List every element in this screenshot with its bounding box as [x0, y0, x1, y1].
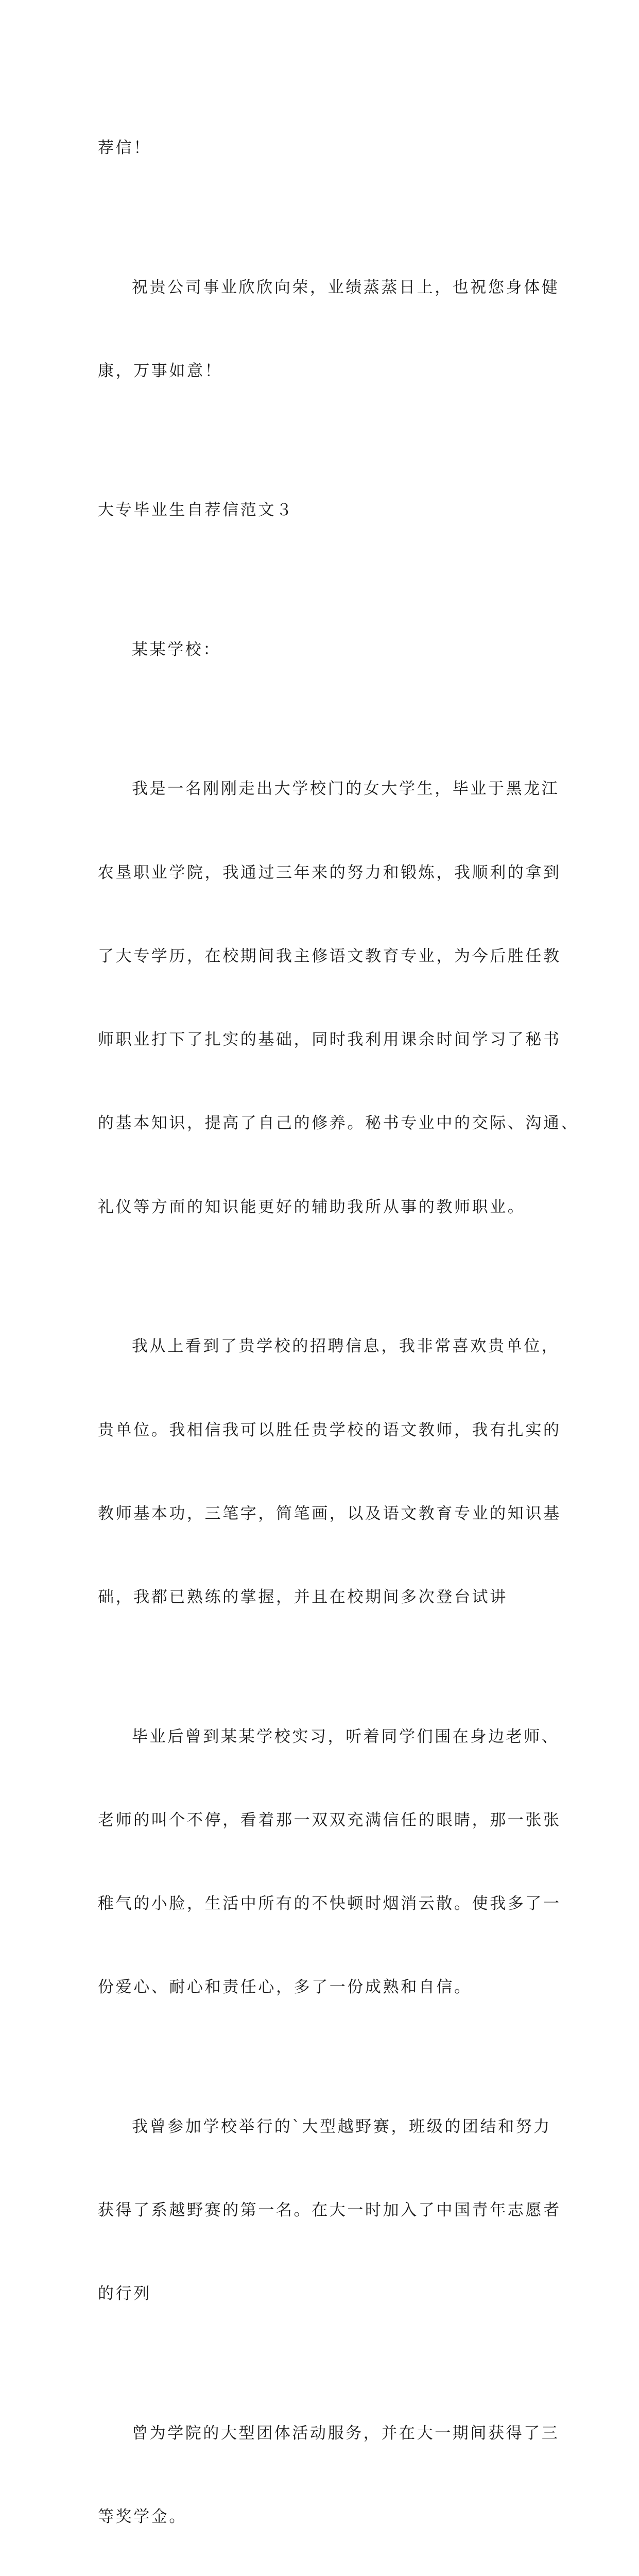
- text-line: 的行列: [98, 2284, 151, 2303]
- text-line: 我曾参加学校举行的`大型越野赛，班级的团结和努力: [132, 2117, 551, 2136]
- paragraph: [98, 78, 541, 217]
- text-line: 礼仪等方面的知识能更好的辅助我所从事的教师职业。: [98, 1197, 526, 1216]
- document-body: [98, 78, 579, 2576]
- salutation: [98, 580, 541, 719]
- text-line: 了大专学历，在校期间我主修语文教育专业，为今后胜任教: [98, 946, 561, 965]
- heading-line: 大专毕业生自荐信范文３: [98, 501, 294, 520]
- text-line: 份爱心、耐心和责任心，多了一份成熟和自信。: [98, 1978, 472, 1997]
- text-line: 获得了系越野赛的第一名。在大一时加入了中国青年志愿者: [98, 2201, 561, 2220]
- text-line: 教师基本功，三笔字，简笔画，以及语文教育专业的知识基: [98, 1504, 561, 1523]
- paragraph: [98, 1277, 561, 1667]
- text-line: 农垦职业学院，我通过三年来的努力和锻炼，我顺利的拿到: [98, 863, 561, 882]
- paragraph: [98, 2057, 561, 2364]
- text-line: 毕业后曾到某某学校实习，听着同学们围在身边老师、: [132, 1727, 560, 1746]
- paragraph: [98, 1667, 561, 2057]
- text-line: 础，我都已熟练的掌握，并且在校期间多次登台试讲: [98, 1588, 508, 1607]
- text-line: 我从上看到了贵学校的招聘信息，我非常喜欢贵单位，: [132, 1337, 560, 1356]
- text-line: 曾为学院的大型团体活动服务，并在大一期间获得了三: [132, 2424, 560, 2443]
- text-line: 某某学校：: [132, 640, 221, 659]
- text-line: 老师的叫个不停，看着那一双双充满信任的眼睛，那一张张: [98, 1810, 561, 1829]
- text-line: 师职业打下了扎实的基础，同时我利用课余时间学习了秘书: [98, 1030, 561, 1049]
- section-heading: [98, 440, 541, 580]
- text-line: 祝贵公司事业欣欣向荣，业绩蒸蒸日上，也祝您身体健: [132, 278, 560, 297]
- text-line: 的基本知识，提高了自己的修养。秘书专业中的交际、沟通、: [98, 1114, 579, 1133]
- text-line: 康，万事如意！: [98, 361, 223, 380]
- text-line: 贵单位。我相信我可以胜任贵学校的语文教师，我有扎实的: [98, 1420, 561, 1439]
- paragraph: [98, 719, 579, 1277]
- text-line: 荐信！: [98, 139, 151, 158]
- text-line: 等奖学金。: [98, 2507, 187, 2527]
- text-line: 我是一名刚刚走出大学校门的女大学生，毕业于黑龙江: [132, 779, 560, 799]
- text-line: 稚气的小脸，生活中所有的不快顿时烟消云散。使我多了一: [98, 1894, 561, 1913]
- paragraph: [98, 217, 560, 440]
- paragraph: [98, 2364, 560, 2576]
